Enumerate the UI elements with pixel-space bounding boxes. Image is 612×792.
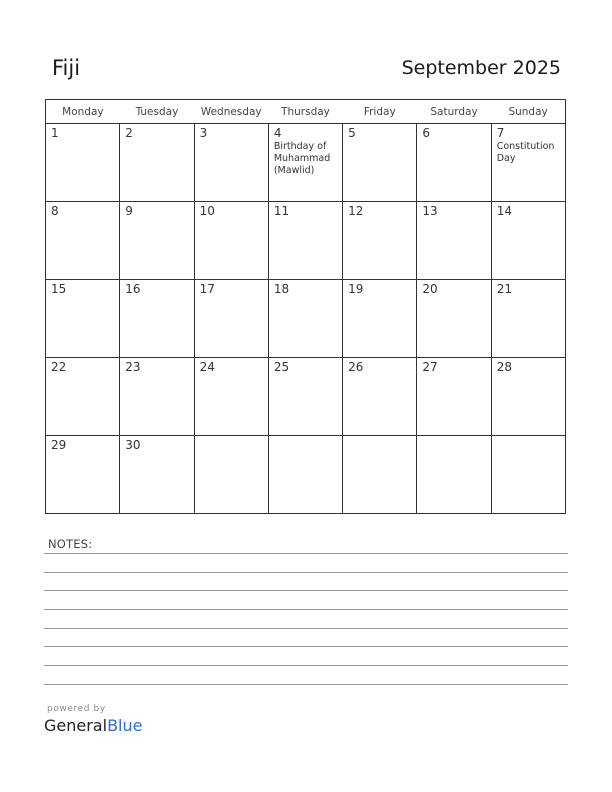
weekday-saturday: Saturday (417, 100, 491, 124)
note-line (44, 684, 568, 685)
day-cell (46, 358, 120, 436)
day-number: 26 (348, 360, 364, 374)
day-number: 20 (422, 282, 438, 296)
day-cell (120, 280, 194, 358)
country-title: Fiji (52, 56, 81, 80)
day-number: 18 (273, 282, 290, 296)
holiday-label (120, 218, 193, 219)
day-cell (268, 280, 342, 358)
day-number: 29 (51, 438, 67, 452)
holiday-label (269, 438, 342, 439)
month-year-title: September 2025 (401, 57, 561, 79)
day-cell (194, 358, 268, 436)
note-line (44, 553, 568, 554)
day-cell (491, 124, 565, 202)
holiday-label (120, 140, 193, 141)
day-cell (417, 358, 491, 436)
day-number: 25 (273, 360, 290, 374)
day-number: 21 (496, 282, 512, 296)
holiday-label (46, 296, 119, 297)
weekday-tuesday: Tuesday (120, 100, 194, 124)
day-cell (417, 124, 491, 202)
day-number: 12 (348, 204, 364, 218)
holiday-label: Constitution Day (496, 141, 555, 164)
weekday-wednesday: Wednesday (194, 100, 268, 124)
day-number: 1 (51, 126, 59, 140)
day-cell (268, 202, 342, 280)
weekday-thursday: Thursday (268, 100, 342, 124)
holiday-label (492, 438, 565, 439)
day-cell (491, 358, 565, 436)
note-line (44, 572, 568, 573)
holiday-label (195, 374, 268, 375)
day-cell (417, 280, 491, 358)
holiday-label (417, 140, 490, 141)
note-line (44, 628, 568, 629)
calendar-grid (45, 99, 566, 514)
holiday-label (195, 438, 268, 439)
day-number: 23 (125, 360, 141, 374)
week-row (46, 436, 566, 514)
day-cell (194, 280, 268, 358)
weekday-sunday: Sunday (491, 100, 565, 124)
note-line (44, 609, 568, 610)
day-number: 6 (422, 126, 431, 140)
day-cell (343, 280, 417, 358)
holiday-label (269, 296, 342, 297)
day-cell (268, 358, 342, 436)
day-cell (417, 202, 491, 280)
day-cell (46, 280, 120, 358)
holiday-label: Birthday of Muhammad (Mawlid) (273, 141, 331, 176)
holiday-label (492, 296, 565, 297)
day-cell (120, 124, 194, 202)
day-number: 11 (273, 204, 290, 218)
holiday-label (492, 218, 565, 219)
generalblue-logo[interactable] (44, 716, 142, 735)
day-cell (343, 436, 417, 514)
holiday-label (343, 218, 416, 219)
day-number: 10 (199, 204, 215, 218)
day-cell (120, 202, 194, 280)
day-number: 30 (125, 438, 141, 452)
week-row (46, 124, 566, 202)
weekday-monday: Monday (46, 100, 120, 124)
day-number: 19 (348, 282, 364, 296)
holiday-label (417, 374, 490, 375)
day-cell (46, 202, 120, 280)
day-cell (46, 436, 120, 514)
holiday-label (269, 374, 342, 375)
day-cell (491, 436, 565, 514)
day-number: 22 (51, 360, 67, 374)
holiday-label (343, 296, 416, 297)
day-cell (491, 202, 565, 280)
holiday-label (417, 218, 490, 219)
day-cell (120, 436, 194, 514)
notes-label: NOTES: (48, 537, 93, 551)
week-row (46, 280, 566, 358)
day-number: 27 (422, 360, 438, 374)
holiday-label (46, 140, 119, 141)
holiday-label (343, 140, 416, 141)
holiday-label (343, 374, 416, 375)
holiday-label (417, 296, 490, 297)
day-number: 17 (199, 282, 215, 296)
holiday-label (120, 374, 193, 375)
day-number: 13 (422, 204, 438, 218)
day-cell (343, 202, 417, 280)
day-cell (268, 124, 342, 202)
holiday-label (195, 218, 268, 219)
day-cell (343, 358, 417, 436)
holiday-label (46, 374, 119, 375)
day-number: 3 (199, 126, 208, 140)
brand-blue: Blue (107, 716, 143, 735)
day-number: 16 (125, 282, 141, 296)
day-cell (194, 436, 268, 514)
day-number: 8 (51, 204, 59, 218)
day-cell (491, 280, 565, 358)
day-number: 14 (496, 204, 512, 218)
day-cell (46, 124, 120, 202)
day-cell (194, 124, 268, 202)
day-number: 4 (273, 126, 282, 140)
day-number: 7 (496, 126, 505, 140)
holiday-label (46, 218, 119, 219)
note-line (44, 590, 568, 591)
weekday-friday: Friday (343, 100, 417, 124)
week-row (46, 358, 566, 436)
day-cell (343, 124, 417, 202)
day-number: 2 (125, 126, 133, 140)
day-number: 9 (125, 204, 133, 218)
holiday-label (417, 438, 490, 439)
brand-general: General (44, 716, 108, 735)
day-cell (417, 436, 491, 514)
holiday-label (195, 140, 268, 141)
holiday-label (46, 452, 119, 453)
day-number: 5 (348, 126, 356, 140)
day-cell (194, 202, 268, 280)
day-number: 15 (51, 282, 67, 296)
day-cell (268, 436, 342, 514)
holiday-label (343, 438, 416, 439)
note-line (44, 665, 568, 666)
powered-by-text: powered by (47, 704, 106, 714)
holiday-label (195, 296, 268, 297)
week-row (46, 202, 566, 280)
day-number: 24 (199, 360, 215, 374)
day-cell (120, 358, 194, 436)
holiday-label (120, 452, 193, 453)
weekday-header-row (46, 100, 566, 124)
note-line (44, 646, 568, 647)
holiday-label (120, 296, 193, 297)
holiday-label (269, 218, 342, 219)
day-number: 28 (496, 360, 512, 374)
holiday-label (492, 374, 565, 375)
